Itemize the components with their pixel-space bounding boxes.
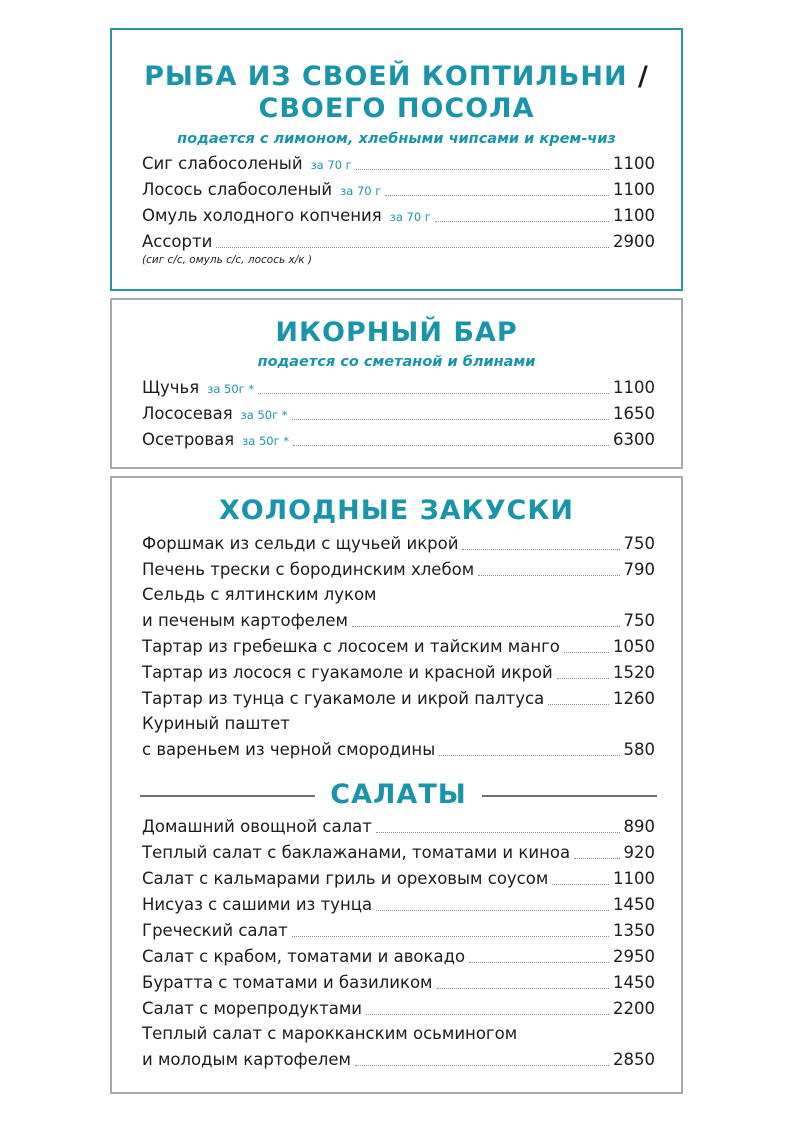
item-name: Осетровая: [142, 430, 235, 449]
smoked-fish-title: [112, 60, 681, 94]
menu-item: [142, 997, 655, 1021]
dot-leader: [574, 857, 619, 859]
item-name-line-1: Куриный паштет: [142, 714, 290, 733]
item-price: 750: [623, 611, 655, 630]
menu-item: [142, 919, 655, 943]
item-price: 1100: [613, 378, 655, 397]
item-portion: за 50г *: [207, 382, 255, 396]
item-name: Щучья: [142, 378, 200, 397]
menu-item: [142, 1048, 655, 1072]
dot-leader: [376, 831, 620, 833]
smoked-fish-section: [110, 28, 683, 291]
menu-item: [142, 867, 655, 891]
item-name: Тартар из тунца с гуакамоле и икрой палтуса: [142, 689, 545, 708]
dot-leader: [557, 677, 609, 679]
menu-item: [142, 635, 655, 659]
menu-item: [142, 609, 655, 633]
caviar-title: ИКОРНЫЙ БАР: [275, 317, 518, 348]
dot-leader: [376, 909, 609, 911]
menu-item: [142, 204, 655, 228]
item-name: Тартар из лосося с гуакамоле и красной икрой: [142, 663, 553, 682]
caviar-bar-section: [110, 298, 683, 469]
item-name-line-2: и молодым картофелем: [142, 1050, 351, 1069]
item-price: 580: [623, 740, 655, 759]
item-price: 6300: [613, 430, 655, 449]
item-price: 1450: [613, 895, 655, 914]
item-price: 1100: [613, 206, 655, 225]
item-price: 1650: [613, 404, 655, 423]
smoked-fish-title-line-2: СВОЕГО ПОСОЛА: [258, 93, 535, 124]
dot-leader: [478, 574, 619, 576]
item-name: Лосось слабосоленый: [142, 180, 333, 199]
dot-leader: [292, 935, 609, 937]
menu-item: [142, 815, 655, 839]
item-price: 1100: [613, 180, 655, 199]
item-price: 890: [623, 817, 655, 836]
dot-leader: [437, 987, 610, 989]
dot-leader: [355, 1064, 609, 1066]
item-name-line-2: и печеным картофелем: [142, 611, 348, 630]
item-name: Лососевая: [142, 404, 233, 423]
dot-leader: [435, 220, 609, 222]
item-name: Сиг слабосоленый: [142, 154, 303, 173]
dot-leader: [258, 392, 609, 394]
item-name: Ассорти: [142, 232, 213, 251]
menu-item: [142, 428, 655, 452]
menu-item: [142, 376, 655, 400]
item-price: 1350: [613, 921, 655, 940]
menu-item: [142, 971, 655, 995]
assortment-footnote: (сиг с/с, омуль с/с, лосось х/к ): [142, 254, 313, 266]
item-portion: за 70 г: [389, 210, 431, 224]
dot-leader: [439, 754, 619, 756]
item-name: Тартар из гребешка с лососем и тайским манго: [142, 637, 560, 656]
item-price: 2850: [613, 1050, 655, 1069]
item-name: Буратта с томатами и базиликом: [142, 973, 433, 992]
item-price: 1100: [613, 869, 655, 888]
item-price: 1260: [613, 689, 655, 708]
item-name: Форшмак из сельди с щучьей икрой: [142, 534, 459, 553]
item-price: 790: [623, 560, 655, 579]
dot-leader: [564, 651, 609, 653]
item-name: Теплый салат с баклажанами, томатами и киноа: [142, 843, 571, 862]
smoked-fish-subtitle: подается с лимоном, хлебными чипсами и крем-чиз: [177, 131, 616, 147]
dot-leader: [385, 194, 609, 196]
item-name: Греческий салат: [142, 921, 288, 940]
item-price: 920: [623, 843, 655, 862]
item-name: Печень трески с бородинским хлебом: [142, 560, 475, 579]
dot-leader: [366, 1013, 609, 1015]
item-portion: за 50г *: [242, 434, 290, 448]
item-price: 2900: [613, 232, 655, 251]
caviar-subtitle: подается со сметаной и блинами: [257, 354, 536, 370]
item-portion: за 70 г: [310, 158, 352, 172]
dot-leader: [293, 444, 609, 446]
cold-starters-title: ХОЛОДНЫЕ ЗАКУСКИ: [218, 495, 575, 526]
dot-leader: [352, 625, 620, 627]
dot-leader: [548, 703, 609, 705]
menu-item: [142, 661, 655, 685]
dot-leader: [469, 961, 609, 963]
item-name: Домашний овощной салат: [142, 817, 372, 836]
item-price: 2950: [613, 947, 655, 966]
dot-leader: [552, 883, 609, 885]
item-name: Нисуаз с сашими из тунца: [142, 895, 373, 914]
item-portion: за 70 г: [340, 184, 382, 198]
cold-starters-section: [110, 476, 683, 1094]
menu-item: [142, 230, 655, 254]
item-name: Салат с кальмарами гриль и ореховым соусом: [142, 869, 549, 888]
item-name-line-1: Теплый салат с марокканским осьминогом: [142, 1024, 518, 1043]
dot-leader: [292, 418, 609, 420]
menu-item: [142, 893, 655, 917]
item-price: 1100: [613, 154, 655, 173]
item-price: 750: [623, 534, 655, 553]
title-slash: /: [637, 61, 649, 92]
dot-leader: [216, 246, 609, 248]
menu-item: [142, 152, 655, 176]
item-price: 1450: [613, 973, 655, 992]
menu-item: [142, 532, 655, 556]
item-price: 1520: [613, 663, 655, 682]
item-price: 1050: [613, 637, 655, 656]
title-line-1: РЫБА ИЗ СВОЕЙ КОПТИЛЬНИ: [144, 61, 628, 92]
item-name: Салат с морепродуктами: [142, 999, 363, 1018]
dot-leader: [356, 168, 609, 170]
menu-item: [142, 841, 655, 865]
salads-header: [140, 778, 657, 812]
item-price: 2200: [613, 999, 655, 1018]
item-portion: за 50г *: [240, 408, 288, 422]
menu-item: [142, 738, 655, 762]
menu-item: [142, 178, 655, 202]
item-name-line-1: Сельдь с ялтинским луком: [142, 585, 377, 604]
menu-item: [142, 402, 655, 426]
dot-leader: [462, 548, 619, 550]
menu-item: [142, 945, 655, 969]
item-name: Омуль холодного копчения: [142, 206, 382, 225]
menu-item: [142, 687, 655, 711]
salads-title: САЛАТЫ: [330, 779, 467, 810]
item-name-line-2: с вареньем из черной смородины: [142, 740, 436, 759]
menu-item: [142, 558, 655, 582]
item-name: Салат с крабом, томатами и авокадо: [142, 947, 466, 966]
